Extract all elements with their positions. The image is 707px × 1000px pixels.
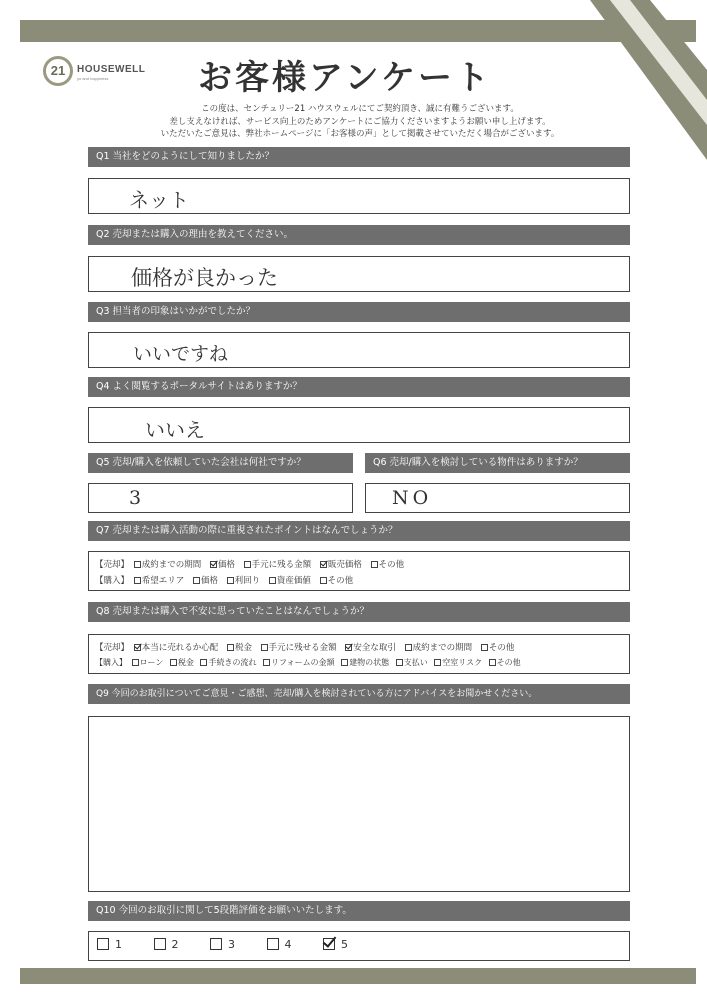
q7-sell-option[interactable]: 手元に残る金額 bbox=[244, 558, 312, 570]
q7-sell-option[interactable]: 価格 bbox=[210, 558, 235, 570]
q2-answer: 価格が良かった bbox=[131, 266, 278, 290]
q8-sell-option[interactable]: 成約までの期間 bbox=[405, 641, 473, 653]
q8-buy-option[interactable]: ローン bbox=[132, 657, 164, 668]
q6-answer: NO bbox=[392, 487, 433, 509]
checkbox-icon[interactable] bbox=[434, 659, 441, 666]
checkbox-checked-icon[interactable] bbox=[134, 644, 141, 651]
checkbox-icon[interactable] bbox=[489, 659, 496, 666]
q7-buy-option[interactable]: 価格 bbox=[193, 574, 218, 586]
checkbox-checked-icon[interactable] bbox=[320, 561, 327, 568]
checkbox-icon[interactable] bbox=[154, 938, 166, 950]
q5-label: Q5 売却/購入を依頼していた会社は何社ですか？ bbox=[88, 453, 353, 473]
q7-buy-option[interactable]: 利回り bbox=[227, 574, 261, 586]
q4-answer: いいえ bbox=[145, 418, 205, 442]
q7-sell-option[interactable]: 成約までの期間 bbox=[134, 558, 202, 570]
checkbox-icon[interactable] bbox=[200, 659, 207, 666]
q2-label: Q2 売却または購入の理由を教えてください。 bbox=[88, 225, 630, 245]
checkbox-icon[interactable] bbox=[371, 561, 378, 568]
checkbox-icon[interactable] bbox=[170, 659, 177, 666]
q8-label: Q8 売却または購入で不安に思っていたことはなんでしょうか？ bbox=[88, 602, 630, 622]
q9-label: Q9 今回のお取引についてご意見・ご感想、売却/購入を検討されている方にアドバイスをお聞かせください。 bbox=[88, 684, 630, 704]
q8-sell-option[interactable]: その他 bbox=[481, 641, 515, 653]
q8-buy-option[interactable]: 支払い bbox=[396, 657, 428, 668]
q8-sell-category: 【売却】 bbox=[95, 643, 130, 653]
q7-buy-row bbox=[95, 574, 359, 586]
q8-sell-option[interactable]: 税金 bbox=[227, 641, 252, 653]
q8-sell-row bbox=[95, 641, 520, 653]
page-title: お客様アンケート bbox=[198, 58, 492, 98]
checkbox-icon[interactable] bbox=[267, 938, 279, 950]
q7-sell-option[interactable]: 販売価格 bbox=[320, 558, 362, 570]
bottom-band bbox=[20, 968, 696, 984]
q7-sell-category: 【売却】 bbox=[95, 560, 130, 570]
checkbox-icon[interactable] bbox=[227, 577, 234, 584]
checkbox-icon[interactable] bbox=[405, 644, 412, 651]
q5-answer: 3 bbox=[129, 487, 142, 509]
q2-answer-box[interactable] bbox=[88, 256, 630, 292]
q7-buy-category: 【購入】 bbox=[95, 576, 130, 586]
checkbox-icon[interactable] bbox=[134, 561, 141, 568]
checkbox-icon[interactable] bbox=[269, 577, 276, 584]
q8-options-box bbox=[88, 634, 630, 674]
q1-label: Q1 当社をどのようにして知りましたか？ bbox=[88, 147, 630, 167]
q8-buy-option[interactable]: その他 bbox=[489, 657, 521, 668]
checkbox-icon[interactable] bbox=[210, 938, 222, 950]
q10-rating-box bbox=[88, 931, 630, 961]
checkbox-icon[interactable] bbox=[396, 659, 403, 666]
rating-option-3[interactable]: 3 bbox=[210, 938, 235, 951]
q3-label: Q3 担当者の印象はいかがでしたか？ bbox=[88, 302, 630, 322]
checkbox-checked-icon[interactable] bbox=[323, 938, 335, 950]
q7-sell-row bbox=[95, 558, 410, 570]
q5-answer-box[interactable] bbox=[88, 483, 353, 513]
checkbox-icon[interactable] bbox=[132, 659, 139, 666]
q7-buy-option[interactable]: その他 bbox=[320, 574, 354, 586]
q8-sell-option[interactable]: 手元に残せる金額 bbox=[261, 641, 337, 653]
q8-buy-option[interactable]: 税金 bbox=[170, 657, 194, 668]
q6-label: Q6 売却/購入を検討している物件はありますか？ bbox=[365, 453, 630, 473]
rating-option-5[interactable]: 5 bbox=[323, 938, 348, 951]
checkbox-checked-icon[interactable] bbox=[210, 561, 217, 568]
q8-sell-option[interactable]: 本当に売れるか心配 bbox=[134, 641, 219, 653]
q8-buy-option[interactable]: リフォームの金額 bbox=[263, 657, 335, 668]
checkbox-icon[interactable] bbox=[261, 644, 268, 651]
q7-options-box bbox=[88, 551, 630, 591]
q7-sell-option[interactable]: その他 bbox=[371, 558, 405, 570]
q1-answer-box[interactable] bbox=[88, 178, 630, 214]
q8-buy-option[interactable]: 建物の状態 bbox=[341, 657, 389, 668]
q8-buy-option[interactable]: 手続きの流れ bbox=[200, 657, 256, 668]
checkbox-icon[interactable] bbox=[320, 577, 327, 584]
q3-answer-box[interactable] bbox=[88, 332, 630, 368]
checkbox-icon[interactable] bbox=[244, 561, 251, 568]
q1-answer: ネット bbox=[129, 188, 189, 212]
q7-buy-option[interactable]: 資産価値 bbox=[269, 574, 311, 586]
company-logo: 21 HOUSEWELL yo and happiness bbox=[43, 56, 143, 92]
q7-label: Q7 売却または購入活動の際に重視されたポイントはなんでしょうか？ bbox=[88, 521, 630, 541]
checkbox-checked-icon[interactable] bbox=[345, 644, 352, 651]
q10-label: Q10 今回のお取引に関して5段階評価をお願いいたします。 bbox=[88, 901, 630, 921]
top-band bbox=[20, 20, 696, 42]
q8-buy-category: 【購入】 bbox=[95, 658, 127, 667]
q3-answer: いいですね bbox=[133, 343, 229, 365]
q8-sell-option[interactable]: 安全な取引 bbox=[345, 641, 396, 653]
q7-buy-option[interactable]: 希望エリア bbox=[134, 574, 185, 586]
checkbox-icon[interactable] bbox=[341, 659, 348, 666]
q9-answer-box[interactable] bbox=[88, 716, 630, 892]
intro-text: この度は、センチュリー21 ハウスウェルにてご契約頂き、誠に有難うございます。 差し支えなければ、サービス向上のためアンケートにご協力くださいますようお願い申し上げます。 いただいたご意見は、弊社ホームページに「お客様の声」として掲載させていただく場合がございます。 bbox=[160, 104, 560, 139]
q6-answer-box[interactable] bbox=[365, 483, 630, 513]
q8-buy-option[interactable]: 空室リスク bbox=[434, 657, 482, 668]
rating-row bbox=[97, 938, 376, 951]
checkbox-icon[interactable] bbox=[227, 644, 234, 651]
checkbox-icon[interactable] bbox=[481, 644, 488, 651]
q4-label: Q4 よく閲覧するポータルサイトはありますか？ bbox=[88, 377, 630, 397]
checkbox-icon[interactable] bbox=[263, 659, 270, 666]
checkbox-icon[interactable] bbox=[97, 938, 109, 950]
rating-option-1[interactable]: 1 bbox=[97, 938, 122, 951]
q4-answer-box[interactable] bbox=[88, 407, 630, 443]
q8-buy-row bbox=[95, 657, 521, 668]
rating-option-4[interactable]: 4 bbox=[267, 938, 292, 951]
rating-option-2[interactable]: 2 bbox=[154, 938, 179, 951]
checkbox-icon[interactable] bbox=[193, 577, 200, 584]
checkbox-icon[interactable] bbox=[134, 577, 141, 584]
